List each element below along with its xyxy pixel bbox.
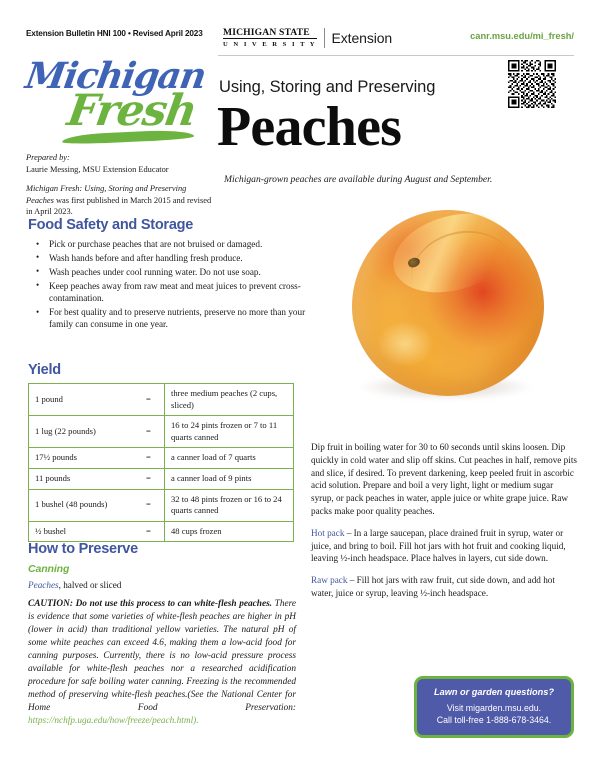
logo-divider (324, 28, 325, 48)
site-url-link[interactable]: canr.msu.edu/mi_fresh/ (470, 31, 574, 41)
section-food-safety (28, 217, 310, 332)
list-item: • For best quality and to preserve nutrients, preserve no more than your family can consume in one year. (28, 306, 310, 331)
peaches-prep-rest: , halved or sliced (58, 580, 122, 590)
hot-pack-body: – In a large saucepan, place drained fruit in syrup, water or juice, and bring to boil. Fill hot jars with hot fruit and cooking liquid, leaving ½-inch headspace. Place halves in layers, cut side down. (311, 527, 566, 564)
preserve-heading: How to Preserve (28, 541, 138, 557)
yield-amount: 17½ pounds (29, 448, 145, 469)
section-how-to-preserve (28, 541, 296, 727)
yield-equals: = (144, 384, 165, 416)
yield-result: a canner load of 9 pints (165, 468, 294, 489)
page-title: Peaches (217, 96, 402, 158)
list-item: • Wash peaches under cool running water. Do not use soap. (28, 266, 310, 278)
hot-pack-lead: Hot pack (311, 527, 345, 538)
yield-result: 16 to 24 pints frozen or 7 to 11 quarts canned (165, 416, 294, 448)
yield-amount: 1 bushel (48 pounds) (29, 489, 145, 521)
peach-photograph (336, 196, 568, 432)
yield-equals: = (144, 468, 165, 489)
peaches-lead: Peaches (28, 580, 59, 590)
header-divider-rule (218, 55, 574, 56)
bulletin-number: Extension Bulletin HNI 100 • Revised April 2023 (26, 29, 203, 38)
publication-note-rest: was first published in March 2015 and revised in April 2023. (26, 195, 212, 217)
callout-title: Lawn or garden questions? (434, 687, 554, 697)
caution-paragraph (28, 598, 296, 727)
yield-amount: 1 lug (22 pounds) (29, 416, 145, 448)
table-row (29, 384, 294, 416)
msu-wordmark (223, 28, 324, 49)
nchfp-link[interactable]: https://nchfp.uga.edu/how/freeze/peach.html). (28, 715, 199, 726)
caution-bold-lead: CAUTION: Do not use this process to can white-flesh peaches. (28, 599, 273, 610)
yield-amount: 1 pound (29, 384, 145, 416)
section-yield (28, 362, 298, 542)
callout-website-line[interactable]: Visit migarden.msu.edu. (446, 703, 542, 713)
food-safety-list (28, 238, 310, 331)
michigan-fresh-logo (22, 55, 209, 148)
peach-body (352, 210, 544, 396)
logo-word-fresh: Fresh (64, 86, 200, 136)
table-row (29, 416, 294, 448)
table-row (29, 468, 294, 489)
table-row (29, 521, 294, 542)
lawn-garden-callout (414, 676, 574, 738)
peaches-prep-line (28, 579, 296, 591)
raw-pack-lead: Raw pack (311, 575, 348, 586)
hot-pack-paragraph (311, 527, 577, 565)
prepared-by-label: Prepared by: (26, 153, 70, 162)
yield-result: 48 cups frozen (165, 521, 294, 542)
canning-subheading: Canning (28, 563, 70, 575)
title-subtitle: Michigan-grown peaches are available during August and September. (224, 174, 493, 185)
author-name: Laurie Messing, MSU Extension Educator (26, 164, 169, 174)
caution-body: There is evidence that some varieties of white-flesh peaches are higher in pH (lower in acid) than traditional yellow varieties. The natural pH of some white peaches can exceed 4.6, making them a low-acid food for canning purposes. Currently, there is no low-acid pressure process available for white-flesh peaches nor a researched acidification procedure for safe boiling water canning. Freezing is the recommended method of preserving white-flesh peaches.(See the National Center for Home Food Preservation: (28, 599, 296, 713)
publication-title: Michigan Fresh: Using, Storing and Preserving Peaches (26, 184, 187, 205)
msu-extension-label: Extension (331, 30, 393, 46)
peach-highlight (378, 322, 432, 366)
right-column-body (311, 441, 577, 609)
title-kicker: Using, Storing and Preserving (219, 78, 436, 96)
food-safety-heading: Food Safety and Storage (28, 217, 194, 233)
page-header (26, 26, 574, 52)
publication-note (26, 183, 212, 218)
list-item: • Pick or purchase peaches that are not bruised or damaged. (28, 238, 310, 250)
yield-amount: ½ bushel (29, 521, 145, 542)
table-row (29, 448, 294, 469)
yield-result: a canner load of 7 quarts (165, 448, 294, 469)
yield-equals: = (144, 448, 165, 469)
qr-code-icon[interactable] (508, 60, 556, 108)
yield-equals: = (144, 521, 165, 542)
msu-wordmark-top: MICHIGAN STATE (223, 28, 317, 40)
list-item: • Keep peaches away from raw meat and meat juices to prevent cross-contamination. (28, 280, 310, 305)
logo-word-michigan: Michigan (22, 55, 209, 97)
msu-extension-logo (223, 26, 392, 50)
list-item: • Wash hands before and after handling fresh produce. (28, 252, 310, 264)
preparation-intro: Dip fruit in boiling water for 30 to 60 seconds until skins loosen. Dip quickly in cold water and slip off skins. Cut peaches in half, remove pits and slice, if desired. To prevent darkening, keep peeled fruit in ascorbic acid solution. Prepare and boil a very light, light or medium sugar syrup, or pack peaches in water, apple juice or white grape juice. Raw packs make poor quality peaches. (311, 442, 577, 516)
yield-equals: = (144, 489, 165, 521)
yield-result: 32 to 48 pints frozen or 16 to 24 quarts canned (165, 489, 294, 521)
yield-amount: 11 pounds (29, 468, 145, 489)
raw-pack-paragraph (311, 574, 577, 600)
raw-pack-body: – Fill hot jars with raw fruit, cut side down, and add hot water, juice or syrup, leaving ½-inch headspace. (311, 575, 555, 598)
yield-heading: Yield (28, 362, 61, 378)
yield-equals: = (144, 416, 165, 448)
table-row (29, 489, 294, 521)
yield-result: three medium peaches (2 cups, sliced) (165, 384, 294, 416)
callout-phone-line[interactable]: Call toll-free 1-888-678-3464. (436, 715, 552, 726)
prepared-by-block (26, 152, 212, 218)
msu-wordmark-bottom: U N I V E R S I T Y (223, 40, 317, 48)
yield-table (28, 383, 294, 542)
